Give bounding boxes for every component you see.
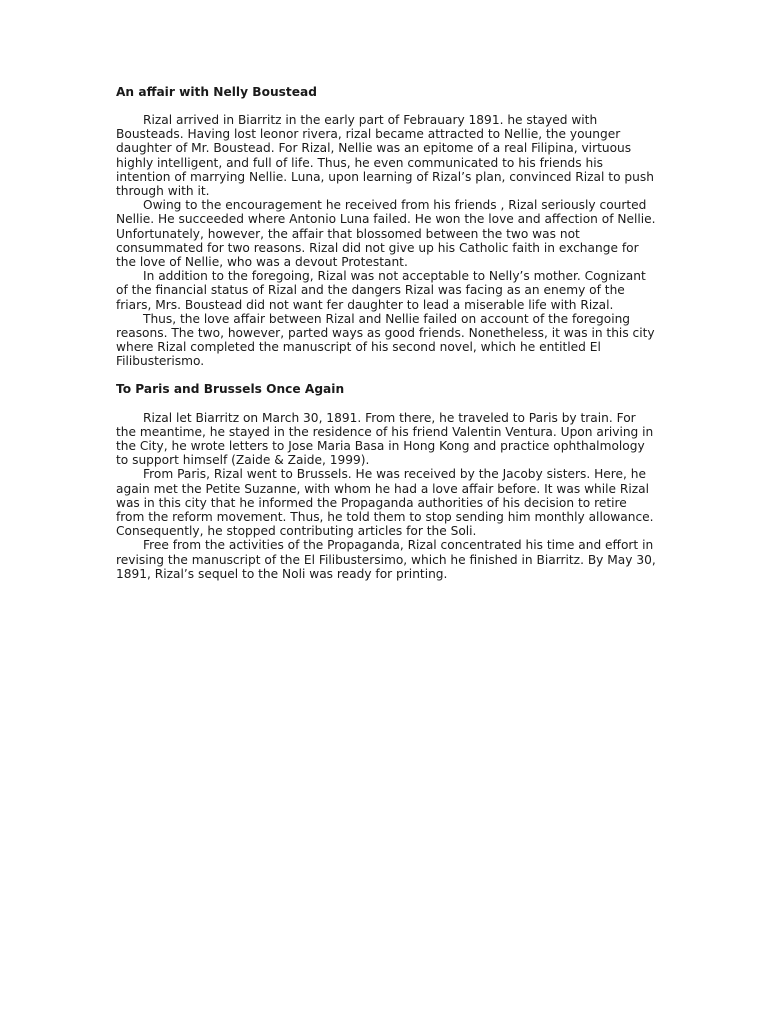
paragraph: In addition to the foregoing, Rizal was not acceptable to Nelly’s mother. Cognizant of the financial status of Rizal and the dangers Rizal was facing as an enemy of the friars, Mrs. Boustead did not want fer daughter to lead a miserable life with Rizal. [116,269,646,312]
document-page [116,85,656,581]
paragraph: Free from the activities of the Propaganda, Rizal concentrated his time and effort in revising the manuscript of the El Filibustersimo, which he finished in Biarritz. By May 30, 1891, Rizal’s sequel to the Noli was ready for printing. [116,538,656,581]
paragraph: Thus, the love affair between Rizal and Nellie failed on account of the foregoing reasons. The two, however, parted ways as good friends. Nonetheless, it was in this city where Rizal completed the manuscript of his second novel, which he entitled El Filibusterismo. [116,311,655,369]
paragraph: Owing to the encouragement he received from his friends , Rizal seriously courted Nellie. He succeeded where Antonio Luna failed. He won the love and affection of Nellie. Unfortunately, however, the affair that blossomed between the two was not consummated for two reasons. Rizal did not give up his Catholic faith in exchange for the love of Nellie, who was a devout Protestant. [116,198,656,270]
paragraph: Rizal arrived in Biarritz in the early part of Febrauary 1891. he stayed with Bousteads. Having lost leonor rivera, rizal became attracted to Nellie, the younger daughter of Mr. Boustead. For Rizal, Nellie was an epitome of a real Filipina, virtuous highly intelligent, and full of life. Thus, he even communicated to his friends his intention of marrying Nellie. Luna, upon learning of Rizal’s plan, convinced Rizal to push through with it. [116,113,654,199]
paragraph: From Paris, Rizal went to Brussels. He was received by the Jacoby sisters. Here, he again met the Petite Suzanne, with whom he had a love affair before. It was while Rizal was in this city that he informed the Propaganda authorities of his decision to retire from the reform movement. Thus, he told them to stop sending him monthly allowance. Consequently, he stopped contributing articles for the Soli. [116,467,654,539]
section-heading-nelly-boustead: An affair with Nelly Boustead [116,85,317,99]
paragraph: Rizal let Biarritz on March 30, 1891. From there, he traveled to Paris by train. For the meantime, he stayed in the residence of his friend Valentin Ventura. Upon ariving in the City, he wrote letters to Jose Maria Basa in Hong Kong and practice ophthalmology to support himself (Zaide & Zaide, 1999). [116,410,654,468]
section-heading-paris-brussels: To Paris and Brussels Once Again [116,381,345,396]
